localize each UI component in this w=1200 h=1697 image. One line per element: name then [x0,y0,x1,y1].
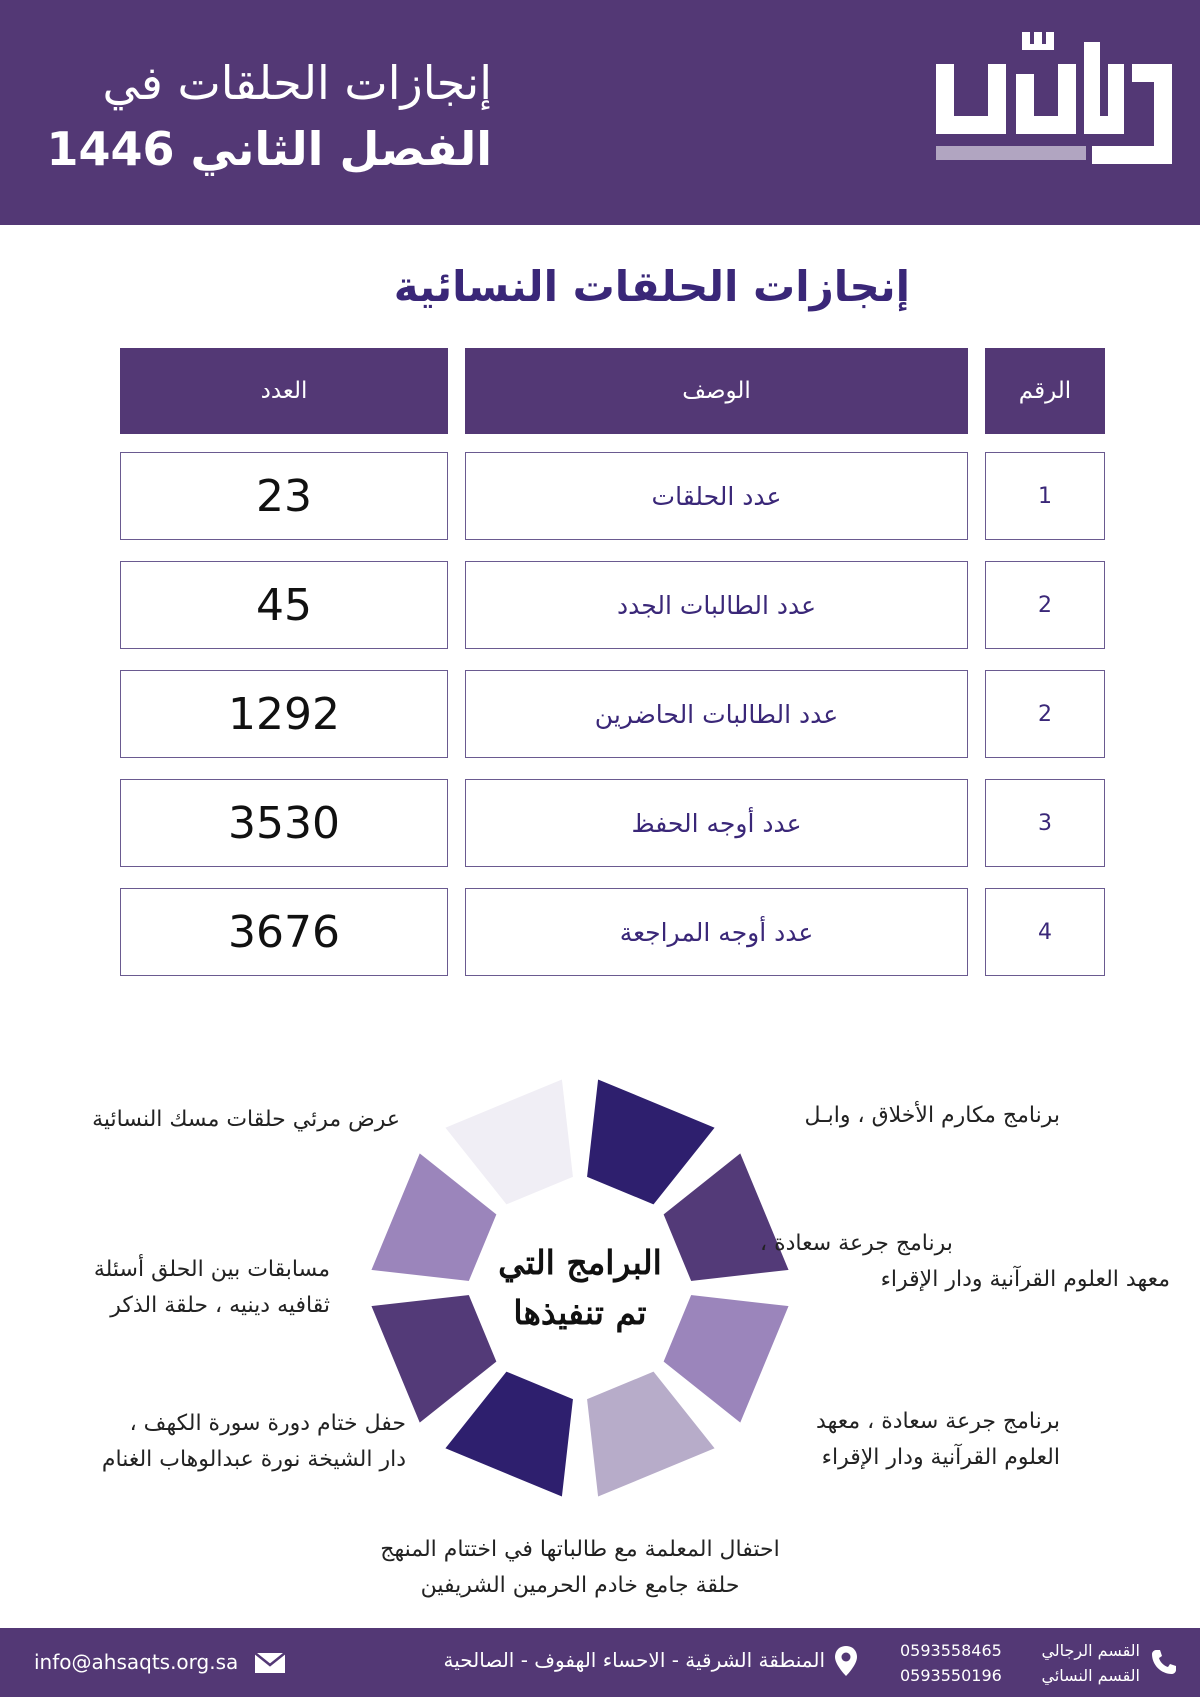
phone-label: القسم الرجالي [1041,1641,1140,1660]
footer-email[interactable]: info@ahsaqts.org.sa [34,1650,239,1674]
phone-row-men [900,1638,1140,1663]
program-left-mid [40,1252,330,1324]
table-row-num: 4 [985,888,1105,976]
column-header-description: الوصف [465,348,968,434]
table-row-desc: عدد الطالبات الحاضرين [465,670,968,758]
header [0,0,1200,225]
program-text: حلقة جامع خادم الحرمين الشريفين [420,1573,740,1598]
header-title-line1: إنجازات الحلقات في [102,56,492,110]
table-row-count: 3676 [120,888,448,976]
table-row-desc: عدد أوجه المراجعة [465,888,968,976]
table-row-desc: عدد أوجه الحفظ [465,779,968,867]
location-pin-icon [834,1645,858,1677]
table-row-count: 3530 [120,779,448,867]
column-header-number: الرقم [985,348,1105,434]
table-row-count: 23 [120,452,448,540]
program-text: حفل ختام دورة سورة الكهف ، [129,1411,406,1436]
program-left-bottom [40,1406,406,1478]
table-row-num: 1 [985,452,1105,540]
program-text: احتفال المعلمة مع طالباتها في اختتام المنهج [380,1537,780,1562]
table-row-num: 3 [985,779,1105,867]
header-title [32,50,492,182]
table-row-num: 2 [985,670,1105,758]
logo [932,28,1176,174]
phone-number[interactable]: 0593558465 [900,1641,1002,1660]
program-bottom [320,1532,840,1604]
programs-center-title [470,1238,690,1338]
footer-address: المنطقة الشرقية - الاحساء الهفوف - الصالحية [443,1648,825,1672]
table-row-desc: عدد الطالبات الجدد [465,561,968,649]
program-text: برنامج جرعة سعادة ، [760,1231,953,1256]
column-header-count: العدد [120,348,448,434]
program-left-top [40,1102,400,1138]
program-right-top [740,1098,1060,1134]
phone-number[interactable]: 0593550196 [900,1666,1002,1685]
program-text: مسابقات بين الحلق أسئلة [93,1257,330,1282]
phone-row-women [900,1663,1140,1688]
program-text: العلوم القرآنية ودار الإقراء [821,1445,1060,1470]
program-text: معهد العلوم القرآنية ودار الإقراء [880,1267,1170,1292]
phone-label: القسم النسائي [1041,1666,1140,1685]
phone-icon [1150,1648,1178,1676]
programs-center-line1: البرامج التي [498,1243,662,1282]
table-row-num: 2 [985,561,1105,649]
footer [0,1628,1200,1697]
programs-center-line2: تم تنفيذها [513,1293,647,1332]
program-text: دار الشيخة نورة عبدالوهاب الغنام [101,1447,406,1472]
program-text: ثقافيه دينيه ، حلقة الذكر [110,1293,330,1318]
footer-phones [900,1638,1140,1688]
table-row-count: 45 [120,561,448,649]
section-title: إنجازات الحلقات النسائية [393,262,910,311]
table-row-desc: عدد الحلقات [465,452,968,540]
program-text: عرض مرئي حلقات مسك النسائية [92,1107,400,1132]
table-row-count: 1292 [120,670,448,758]
program-text: برنامج جرعة سعادة ، معهد [816,1409,1060,1434]
program-text: برنامج مكارم الأخلاق ، وابـل [804,1103,1060,1128]
program-right-mid [760,1226,1170,1298]
program-right-bottom [760,1404,1060,1476]
mail-icon [254,1652,286,1674]
header-title-line2: الفصل الثاني 1446 [46,122,492,176]
